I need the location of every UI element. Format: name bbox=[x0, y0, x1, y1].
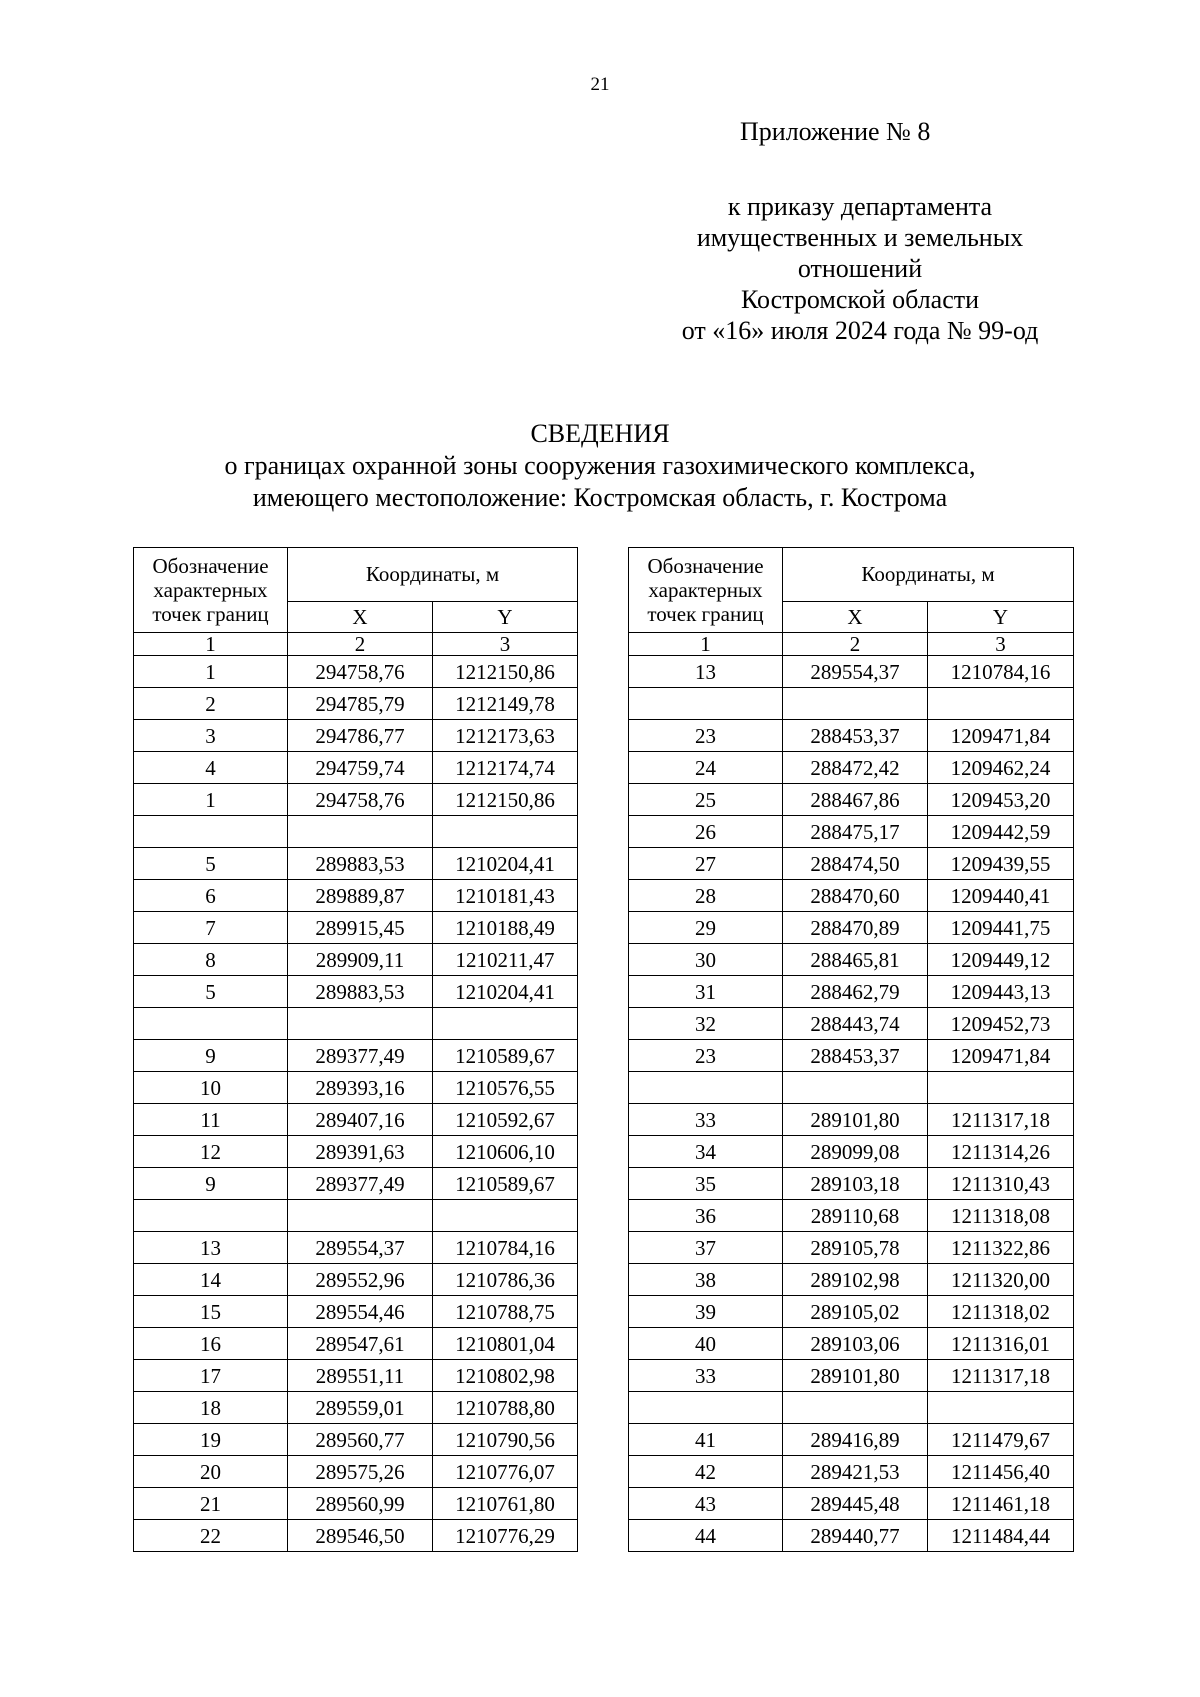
y-coordinate-cell: 1212150,86 bbox=[433, 656, 578, 688]
x-coordinate-cell bbox=[783, 688, 928, 720]
x-coordinate-cell: 289560,77 bbox=[288, 1424, 433, 1456]
x-coordinate-cell: 288474,50 bbox=[783, 848, 928, 880]
x-coordinate-cell: 294758,76 bbox=[288, 656, 433, 688]
table-row bbox=[629, 1360, 1074, 1392]
point-number-cell: 32 bbox=[629, 1008, 783, 1040]
x-coordinate-cell: 288453,37 bbox=[783, 1040, 928, 1072]
y-header: Y bbox=[433, 601, 578, 632]
right-table-body bbox=[629, 656, 1074, 1552]
y-coordinate-cell: 1209441,75 bbox=[928, 912, 1074, 944]
x-coordinate-cell: 289377,49 bbox=[288, 1168, 433, 1200]
y-coordinate-cell: 1211314,26 bbox=[928, 1136, 1074, 1168]
document-subtitle-line: о границах охранной зоны сооружения газохимического комплекса, bbox=[224, 451, 976, 480]
x-coordinate-cell: 289554,37 bbox=[288, 1232, 433, 1264]
y-coordinate-cell: 1212174,74 bbox=[433, 752, 578, 784]
point-number-cell: 40 bbox=[629, 1328, 783, 1360]
x-coordinate-cell bbox=[783, 1072, 928, 1104]
point-number-cell bbox=[629, 688, 783, 720]
point-number-cell: 9 bbox=[134, 1040, 288, 1072]
table-row bbox=[134, 1424, 578, 1456]
y-coordinate-cell: 1210801,04 bbox=[433, 1328, 578, 1360]
table-row bbox=[629, 1392, 1074, 1424]
y-coordinate-cell: 1209462,24 bbox=[928, 752, 1074, 784]
point-number-cell: 21 bbox=[134, 1488, 288, 1520]
y-header: Y bbox=[928, 601, 1074, 632]
x-coordinate-cell: 289440,77 bbox=[783, 1520, 928, 1552]
point-number-cell: 6 bbox=[134, 880, 288, 912]
x-coordinate-cell: 289559,01 bbox=[288, 1392, 433, 1424]
y-coordinate-cell: 1210576,55 bbox=[433, 1072, 578, 1104]
table-row bbox=[629, 912, 1074, 944]
y-coordinate-cell: 1209452,73 bbox=[928, 1008, 1074, 1040]
x-coordinate-cell: 289102,98 bbox=[783, 1264, 928, 1296]
y-coordinate-cell: 1210592,67 bbox=[433, 1104, 578, 1136]
point-number-cell: 34 bbox=[629, 1136, 783, 1168]
point-number-cell: 11 bbox=[134, 1104, 288, 1136]
table-row bbox=[134, 1456, 578, 1488]
y-coordinate-cell: 1210790,56 bbox=[433, 1424, 578, 1456]
point-number-cell: 29 bbox=[629, 912, 783, 944]
point-number-cell bbox=[629, 1072, 783, 1104]
point-number-cell: 30 bbox=[629, 944, 783, 976]
x-coordinate-cell: 289101,80 bbox=[783, 1360, 928, 1392]
y-coordinate-cell: 1211310,43 bbox=[928, 1168, 1074, 1200]
y-coordinate-cell: 1211318,02 bbox=[928, 1296, 1074, 1328]
point-number-cell: 35 bbox=[629, 1168, 783, 1200]
y-coordinate-cell: 1210776,07 bbox=[433, 1456, 578, 1488]
y-coordinate-cell: 1210788,75 bbox=[433, 1296, 578, 1328]
table-row bbox=[629, 1296, 1074, 1328]
y-coordinate-cell: 1211484,44 bbox=[928, 1520, 1074, 1552]
x-coordinate-cell: 288443,74 bbox=[783, 1008, 928, 1040]
document-heading bbox=[0, 418, 1200, 514]
table-row bbox=[629, 848, 1074, 880]
point-number-cell: 44 bbox=[629, 1520, 783, 1552]
y-coordinate-cell: 1210802,98 bbox=[433, 1360, 578, 1392]
y-coordinate-cell: 1211456,40 bbox=[928, 1456, 1074, 1488]
table-row bbox=[629, 688, 1074, 720]
table-row bbox=[134, 720, 578, 752]
table-row bbox=[629, 656, 1074, 688]
appendix-ref-line: Костромской области bbox=[740, 285, 980, 314]
x-coordinate-cell: 289416,89 bbox=[783, 1424, 928, 1456]
y-coordinate-cell bbox=[433, 1200, 578, 1232]
x-coordinate-cell: 288470,60 bbox=[783, 880, 928, 912]
point-number-cell bbox=[134, 1200, 288, 1232]
y-coordinate-cell: 1210211,47 bbox=[433, 944, 578, 976]
y-coordinate-cell: 1210204,41 bbox=[433, 976, 578, 1008]
x-coordinate-cell: 289391,63 bbox=[288, 1136, 433, 1168]
table-row bbox=[629, 1040, 1074, 1072]
x-coordinate-cell: 289546,50 bbox=[288, 1520, 433, 1552]
table-row bbox=[134, 1008, 578, 1040]
table-row bbox=[629, 1328, 1074, 1360]
coordinates-table-right bbox=[628, 547, 1074, 1552]
table-row bbox=[134, 1200, 578, 1232]
x-coordinate-cell: 294785,79 bbox=[288, 688, 433, 720]
appendix-ref-line: отношений bbox=[797, 254, 923, 283]
point-number-cell: 5 bbox=[134, 976, 288, 1008]
x-header: X bbox=[288, 601, 433, 632]
x-coordinate-cell: 289445,48 bbox=[783, 1488, 928, 1520]
point-number-cell: 15 bbox=[134, 1296, 288, 1328]
point-number-cell: 13 bbox=[629, 656, 783, 688]
y-coordinate-cell: 1210784,16 bbox=[433, 1232, 578, 1264]
table-row bbox=[629, 752, 1074, 784]
x-coordinate-cell: 289554,46 bbox=[288, 1296, 433, 1328]
table-row bbox=[629, 944, 1074, 976]
page-number: 21 bbox=[590, 74, 610, 95]
y-coordinate-cell: 1211318,08 bbox=[928, 1200, 1074, 1232]
y-coordinate-cell: 1211316,01 bbox=[928, 1328, 1074, 1360]
left-table-body bbox=[134, 656, 578, 1552]
point-number-cell: 33 bbox=[629, 1360, 783, 1392]
x-coordinate-cell bbox=[783, 1392, 928, 1424]
table-row bbox=[134, 880, 578, 912]
y-coordinate-cell: 1211317,18 bbox=[928, 1360, 1074, 1392]
point-number-cell: 42 bbox=[629, 1456, 783, 1488]
point-number-cell: 41 bbox=[629, 1424, 783, 1456]
y-coordinate-cell: 1210589,67 bbox=[433, 1168, 578, 1200]
appendix-ref-line: к приказу департамента bbox=[727, 192, 993, 221]
y-coordinate-cell: 1210181,43 bbox=[433, 880, 578, 912]
x-coordinate-cell: 289560,99 bbox=[288, 1488, 433, 1520]
point-number-cell: 16 bbox=[134, 1328, 288, 1360]
point-number-cell: 39 bbox=[629, 1296, 783, 1328]
y-coordinate-cell: 1209443,13 bbox=[928, 976, 1074, 1008]
table-row bbox=[629, 1200, 1074, 1232]
table-row bbox=[629, 880, 1074, 912]
point-number-cell: 5 bbox=[134, 848, 288, 880]
x-coordinate-cell: 288465,81 bbox=[783, 944, 928, 976]
point-number-cell: 23 bbox=[629, 1040, 783, 1072]
point-number-cell bbox=[134, 1008, 288, 1040]
point-number-cell: 3 bbox=[134, 720, 288, 752]
point-number-cell: 27 bbox=[629, 848, 783, 880]
point-number-cell: 13 bbox=[134, 1232, 288, 1264]
y-coordinate-cell: 1209471,84 bbox=[928, 1040, 1074, 1072]
point-number-cell: 33 bbox=[629, 1104, 783, 1136]
point-number-cell: 19 bbox=[134, 1424, 288, 1456]
appendix-ref-line: от «16» июля 2024 года № 99-од bbox=[681, 316, 1039, 345]
table-row bbox=[629, 1488, 1074, 1520]
point-number-cell: 23 bbox=[629, 720, 783, 752]
point-label-header: Обозначение характерных точек границ bbox=[134, 548, 288, 633]
table-row bbox=[134, 656, 578, 688]
y-coordinate-cell: 1210589,67 bbox=[433, 1040, 578, 1072]
x-coordinate-cell: 289407,16 bbox=[288, 1104, 433, 1136]
x-coordinate-cell: 294758,76 bbox=[288, 784, 433, 816]
y-coordinate-cell: 1210788,80 bbox=[433, 1392, 578, 1424]
x-coordinate-cell: 289103,06 bbox=[783, 1328, 928, 1360]
x-coordinate-cell: 289103,18 bbox=[783, 1168, 928, 1200]
point-number-cell: 24 bbox=[629, 752, 783, 784]
table-row bbox=[629, 1072, 1074, 1104]
coordinates-header: Координаты, м bbox=[288, 548, 578, 602]
table-row bbox=[134, 784, 578, 816]
y-coordinate-cell: 1209442,59 bbox=[928, 816, 1074, 848]
y-coordinate-cell: 1210204,41 bbox=[433, 848, 578, 880]
table-row bbox=[629, 1424, 1074, 1456]
table-row bbox=[134, 1520, 578, 1552]
table-row bbox=[134, 688, 578, 720]
point-number-cell: 1 bbox=[134, 656, 288, 688]
x-coordinate-cell: 289909,11 bbox=[288, 944, 433, 976]
y-coordinate-cell: 1211317,18 bbox=[928, 1104, 1074, 1136]
y-coordinate-cell: 1210606,10 bbox=[433, 1136, 578, 1168]
y-coordinate-cell: 1211322,86 bbox=[928, 1232, 1074, 1264]
point-number-cell: 12 bbox=[134, 1136, 288, 1168]
x-coordinate-cell: 289377,49 bbox=[288, 1040, 433, 1072]
table-row bbox=[134, 1072, 578, 1104]
y-coordinate-cell: 1212150,86 bbox=[433, 784, 578, 816]
table-row bbox=[134, 848, 578, 880]
table-row bbox=[134, 1264, 578, 1296]
y-coordinate-cell: 1210761,80 bbox=[433, 1488, 578, 1520]
y-coordinate-cell: 1211461,18 bbox=[928, 1488, 1074, 1520]
x-coordinate-cell: 289575,26 bbox=[288, 1456, 433, 1488]
table-row bbox=[629, 1136, 1074, 1168]
table-row bbox=[134, 1488, 578, 1520]
y-coordinate-cell: 1210786,36 bbox=[433, 1264, 578, 1296]
x-coordinate-cell: 289099,08 bbox=[783, 1136, 928, 1168]
table-row bbox=[629, 1520, 1074, 1552]
y-coordinate-cell: 1212149,78 bbox=[433, 688, 578, 720]
x-coordinate-cell bbox=[288, 1200, 433, 1232]
table-row bbox=[134, 1040, 578, 1072]
point-number-cell: 36 bbox=[629, 1200, 783, 1232]
column-number: 1 bbox=[629, 633, 783, 656]
x-coordinate-cell: 289105,78 bbox=[783, 1232, 928, 1264]
x-coordinate-cell: 289915,45 bbox=[288, 912, 433, 944]
y-coordinate-cell: 1209449,12 bbox=[928, 944, 1074, 976]
x-coordinate-cell: 289393,16 bbox=[288, 1072, 433, 1104]
point-number-cell: 10 bbox=[134, 1072, 288, 1104]
table-row bbox=[134, 1104, 578, 1136]
table-row bbox=[629, 1168, 1074, 1200]
point-number-cell: 4 bbox=[134, 752, 288, 784]
table-row bbox=[134, 1232, 578, 1264]
table-row bbox=[629, 1232, 1074, 1264]
point-number-cell: 43 bbox=[629, 1488, 783, 1520]
x-coordinate-cell: 288470,89 bbox=[783, 912, 928, 944]
y-coordinate-cell: 1209440,41 bbox=[928, 880, 1074, 912]
x-coordinate-cell bbox=[288, 816, 433, 848]
table-row bbox=[629, 1456, 1074, 1488]
y-coordinate-cell: 1209439,55 bbox=[928, 848, 1074, 880]
table-row bbox=[629, 784, 1074, 816]
table-row bbox=[134, 976, 578, 1008]
document-title: СВЕДЕНИЯ bbox=[530, 419, 670, 448]
x-header: X bbox=[783, 601, 928, 632]
table-row bbox=[134, 1136, 578, 1168]
point-number-cell: 7 bbox=[134, 912, 288, 944]
x-coordinate-cell: 288472,42 bbox=[783, 752, 928, 784]
point-number-cell: 31 bbox=[629, 976, 783, 1008]
table-row bbox=[134, 816, 578, 848]
y-coordinate-cell: 1211479,67 bbox=[928, 1424, 1074, 1456]
x-coordinate-cell: 289883,53 bbox=[288, 848, 433, 880]
x-coordinate-cell: 289421,53 bbox=[783, 1456, 928, 1488]
table-row bbox=[134, 752, 578, 784]
y-coordinate-cell: 1211320,00 bbox=[928, 1264, 1074, 1296]
coordinates-table-left bbox=[133, 547, 578, 1552]
x-coordinate-cell: 289101,80 bbox=[783, 1104, 928, 1136]
appendix-title: Приложение № 8 bbox=[740, 117, 931, 146]
point-number-cell: 1 bbox=[134, 784, 288, 816]
x-coordinate-cell: 289889,87 bbox=[288, 880, 433, 912]
table-row bbox=[134, 1360, 578, 1392]
table-row bbox=[134, 912, 578, 944]
table-row bbox=[134, 944, 578, 976]
column-number: 1 bbox=[134, 633, 288, 656]
y-coordinate-cell: 1210188,49 bbox=[433, 912, 578, 944]
point-number-cell bbox=[134, 816, 288, 848]
x-coordinate-cell: 289554,37 bbox=[783, 656, 928, 688]
y-coordinate-cell: 1209471,84 bbox=[928, 720, 1074, 752]
x-coordinate-cell: 294786,77 bbox=[288, 720, 433, 752]
table-row bbox=[134, 1392, 578, 1424]
y-coordinate-cell bbox=[928, 688, 1074, 720]
column-number: 2 bbox=[288, 633, 433, 656]
point-number-cell: 17 bbox=[134, 1360, 288, 1392]
x-coordinate-cell: 289552,96 bbox=[288, 1264, 433, 1296]
y-coordinate-cell: 1210784,16 bbox=[928, 656, 1074, 688]
coordinates-header: Координаты, м bbox=[783, 548, 1074, 602]
point-number-cell: 20 bbox=[134, 1456, 288, 1488]
y-coordinate-cell bbox=[433, 816, 578, 848]
point-number-cell: 37 bbox=[629, 1232, 783, 1264]
y-coordinate-cell bbox=[928, 1392, 1074, 1424]
appendix-reference bbox=[650, 191, 1070, 346]
table-row bbox=[629, 976, 1074, 1008]
appendix-ref-line: имущественных и земельных bbox=[696, 223, 1024, 252]
point-number-cell: 25 bbox=[629, 784, 783, 816]
x-coordinate-cell: 289551,11 bbox=[288, 1360, 433, 1392]
y-coordinate-cell bbox=[433, 1008, 578, 1040]
point-number-cell: 22 bbox=[134, 1520, 288, 1552]
table-row bbox=[629, 1104, 1074, 1136]
table-row bbox=[629, 1264, 1074, 1296]
point-label-header: Обозначение характерных точек границ bbox=[629, 548, 783, 633]
x-coordinate-cell: 289105,02 bbox=[783, 1296, 928, 1328]
x-coordinate-cell: 294759,74 bbox=[288, 752, 433, 784]
y-coordinate-cell: 1212173,63 bbox=[433, 720, 578, 752]
table-row bbox=[629, 816, 1074, 848]
point-number-cell: 14 bbox=[134, 1264, 288, 1296]
y-coordinate-cell: 1210776,29 bbox=[433, 1520, 578, 1552]
column-number: 3 bbox=[928, 633, 1074, 656]
x-coordinate-cell: 288462,79 bbox=[783, 976, 928, 1008]
x-coordinate-cell: 289110,68 bbox=[783, 1200, 928, 1232]
point-number-cell: 18 bbox=[134, 1392, 288, 1424]
document-subtitle-line: имеющего местоположение: Костромская область, г. Кострома bbox=[252, 483, 948, 512]
x-coordinate-cell: 289883,53 bbox=[288, 976, 433, 1008]
table-row bbox=[134, 1296, 578, 1328]
x-coordinate-cell: 288475,17 bbox=[783, 816, 928, 848]
table-row bbox=[629, 720, 1074, 752]
point-number-cell: 8 bbox=[134, 944, 288, 976]
y-coordinate-cell bbox=[928, 1072, 1074, 1104]
column-number: 2 bbox=[783, 633, 928, 656]
point-number-cell: 28 bbox=[629, 880, 783, 912]
x-coordinate-cell: 288467,86 bbox=[783, 784, 928, 816]
x-coordinate-cell: 289547,61 bbox=[288, 1328, 433, 1360]
x-coordinate-cell bbox=[288, 1008, 433, 1040]
x-coordinate-cell: 288453,37 bbox=[783, 720, 928, 752]
point-number-cell: 9 bbox=[134, 1168, 288, 1200]
point-number-cell: 26 bbox=[629, 816, 783, 848]
table-row bbox=[629, 1008, 1074, 1040]
column-number: 3 bbox=[433, 633, 578, 656]
table-row bbox=[134, 1168, 578, 1200]
point-number-cell bbox=[629, 1392, 783, 1424]
y-coordinate-cell: 1209453,20 bbox=[928, 784, 1074, 816]
table-row bbox=[134, 1328, 578, 1360]
point-number-cell: 38 bbox=[629, 1264, 783, 1296]
point-number-cell: 2 bbox=[134, 688, 288, 720]
